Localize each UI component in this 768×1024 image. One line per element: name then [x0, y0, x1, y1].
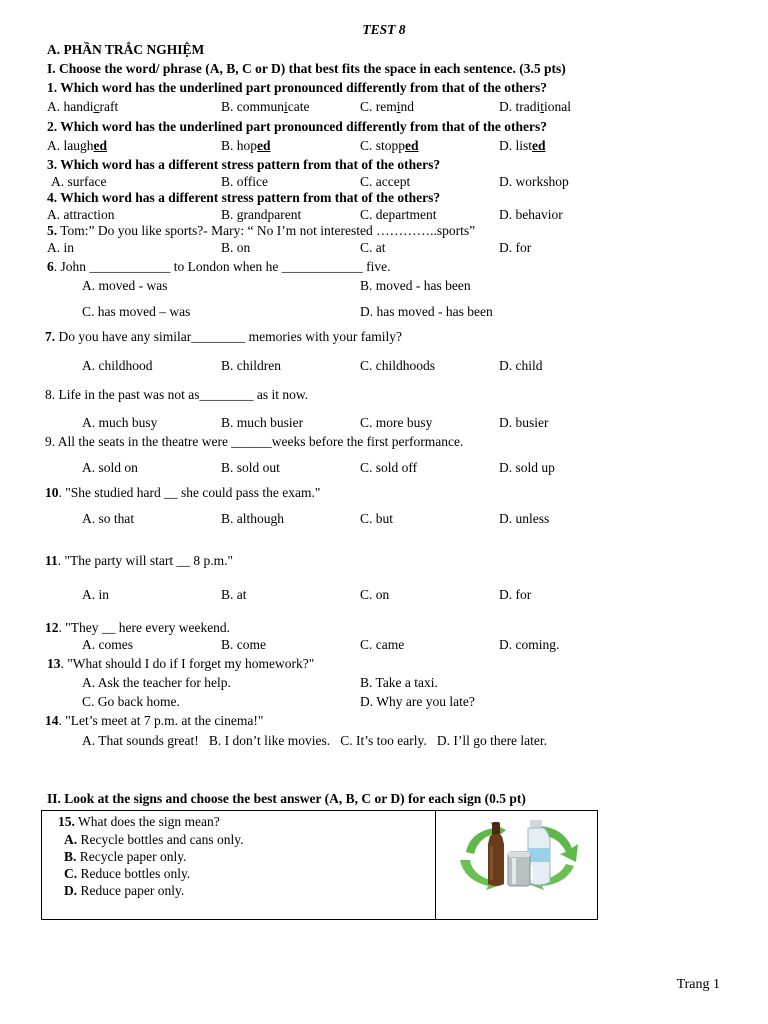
q10-option-a: A. so that	[82, 511, 135, 526]
q10-option-b: B. although	[221, 511, 284, 526]
q15-option-c: C. Reduce bottles only.	[64, 866, 191, 881]
q10-option-c: C. but	[360, 511, 394, 526]
q6-option-a: A. moved - was	[82, 278, 168, 293]
recycling-bottles-cans-icon	[456, 818, 580, 890]
q4-option-c: C. department	[360, 207, 437, 222]
part1-instruction: I. Choose the word/ phrase (A, B, C or D) that best fits the space in each sentence. (3.5 pts)	[47, 61, 566, 76]
q11-option-b: B. at	[221, 587, 247, 602]
q6-option-d: D. has moved - has been	[360, 304, 493, 319]
question-5: 5. Tom:” Do you like sports?- Mary: “ No I’m not interested …………..sports”	[47, 223, 476, 238]
q12-option-a: A. comes	[82, 637, 133, 652]
q2-option-b: B. hoped	[221, 138, 271, 153]
q14-options: A. That sounds great! B. I don’t like movies. C. It’s too early. D. I’ll go there later.	[82, 733, 548, 748]
question-3: 3. Which word has a different stress pattern from that of the others?	[47, 157, 441, 172]
q8-option-a: A. much busy	[82, 415, 158, 430]
question-6: 6. John ____________ to London when he ____________ five.	[47, 259, 391, 274]
q9-option-d: D. sold up	[499, 460, 555, 475]
part2-instruction: II. Look at the signs and choose the best answer (A, B, C or D) for each sign (0.5 pt)	[47, 791, 526, 806]
q15-option-a: A. Recycle bottles and cans only.	[64, 832, 244, 847]
q13-option-b: B. Take a taxi.	[360, 675, 438, 690]
q1-option-d: D. traditional	[499, 99, 572, 114]
q13-option-c: C. Go back home.	[82, 694, 180, 709]
question-9: 9. All the seats in the theatre were ______weeks before the first performance.	[45, 434, 464, 449]
q8-option-b: B. much busier	[221, 415, 304, 430]
q3-option-b: B. office	[221, 174, 268, 189]
q9-option-b: B. sold out	[221, 460, 280, 475]
q5-option-c: C. at	[360, 240, 386, 255]
q2-option-d: D. listed	[499, 138, 546, 153]
q2-option-a: A. laughed	[47, 138, 107, 153]
question-7: 7. Do you have any similar________ memories with your family?	[45, 329, 402, 344]
question-14: 14. "Let’s meet at 7 p.m. at the cinema!"	[45, 713, 264, 728]
q2-option-c: C. stopped	[360, 138, 419, 153]
q12-option-d: D. coming.	[499, 637, 560, 652]
q11-option-a: A. in	[82, 587, 109, 602]
question-8: 8. Life in the past was not as________ as it now.	[45, 387, 309, 402]
q13-option-a: A. Ask the teacher for help.	[82, 675, 231, 690]
q15-option-d: D. Reduce paper only.	[64, 883, 185, 898]
q5-option-a: A. in	[47, 240, 74, 255]
q8-option-c: C. more busy	[360, 415, 433, 430]
q10-option-d: D. unless	[499, 511, 550, 526]
q3-option-c: C. accept	[360, 174, 411, 189]
q13-option-d: D. Why are you late?	[360, 694, 475, 709]
question-4: 4. Which word has a different stress pattern from that of the others?	[47, 190, 441, 205]
question-13: 13. "What should I do if I forget my homework?"	[47, 656, 315, 671]
q7-option-d: D. child	[499, 358, 543, 373]
q6-option-c: C. has moved – was	[82, 304, 191, 319]
q11-option-d: D. for	[499, 587, 532, 602]
q5-option-b: B. on	[221, 240, 251, 255]
question-2: 2. Which word has the underlined part pronounced differently from that of the others?	[47, 119, 548, 134]
question-11: 11. "The party will start __ 8 p.m."	[45, 553, 234, 568]
question-1: 1. Which word has the underlined part pronounced differently from that of the others?	[47, 80, 548, 95]
q1-option-b: B. communicate	[221, 99, 310, 114]
question-10: 10. "She studied hard __ she could pass the exam."	[45, 485, 321, 500]
q11-option-c: C. on	[360, 587, 390, 602]
q1-option-a: A. handicraft	[47, 99, 119, 114]
q4-option-d: D. behavior	[499, 207, 563, 222]
question-15: 15. What does the sign mean?	[58, 814, 220, 829]
q12-option-c: C. came	[360, 637, 405, 652]
q9-option-c: C. sold off	[360, 460, 418, 475]
page-footer: Trang 1	[676, 977, 720, 992]
q7-option-a: A. childhood	[82, 358, 153, 373]
q1-option-c: C. remind	[360, 99, 415, 114]
q9-option-a: A. sold on	[82, 460, 138, 475]
q6-option-b: B. moved - has been	[360, 278, 471, 293]
q7-option-c: C. childhoods	[360, 358, 436, 373]
q3-option-d: D. workshop	[499, 174, 569, 189]
q15-option-b: B. Recycle paper only.	[64, 849, 187, 864]
section-a-heading: A. PHẦN TRẮC NGHIỆM	[47, 42, 205, 57]
q8-option-d: D. busier	[499, 415, 549, 430]
q12-option-b: B. come	[221, 637, 266, 652]
sign-box-divider	[435, 810, 436, 920]
q3-option-a: A. surface	[51, 174, 107, 189]
question-12: 12. "They __ here every weekend.	[45, 620, 231, 635]
test-title: TEST 8	[362, 22, 406, 37]
q5-option-d: D. for	[499, 240, 532, 255]
q4-option-b: B. grandparent	[221, 207, 302, 222]
q7-option-b: B. children	[221, 358, 281, 373]
q4-option-a: A. attraction	[47, 207, 115, 222]
